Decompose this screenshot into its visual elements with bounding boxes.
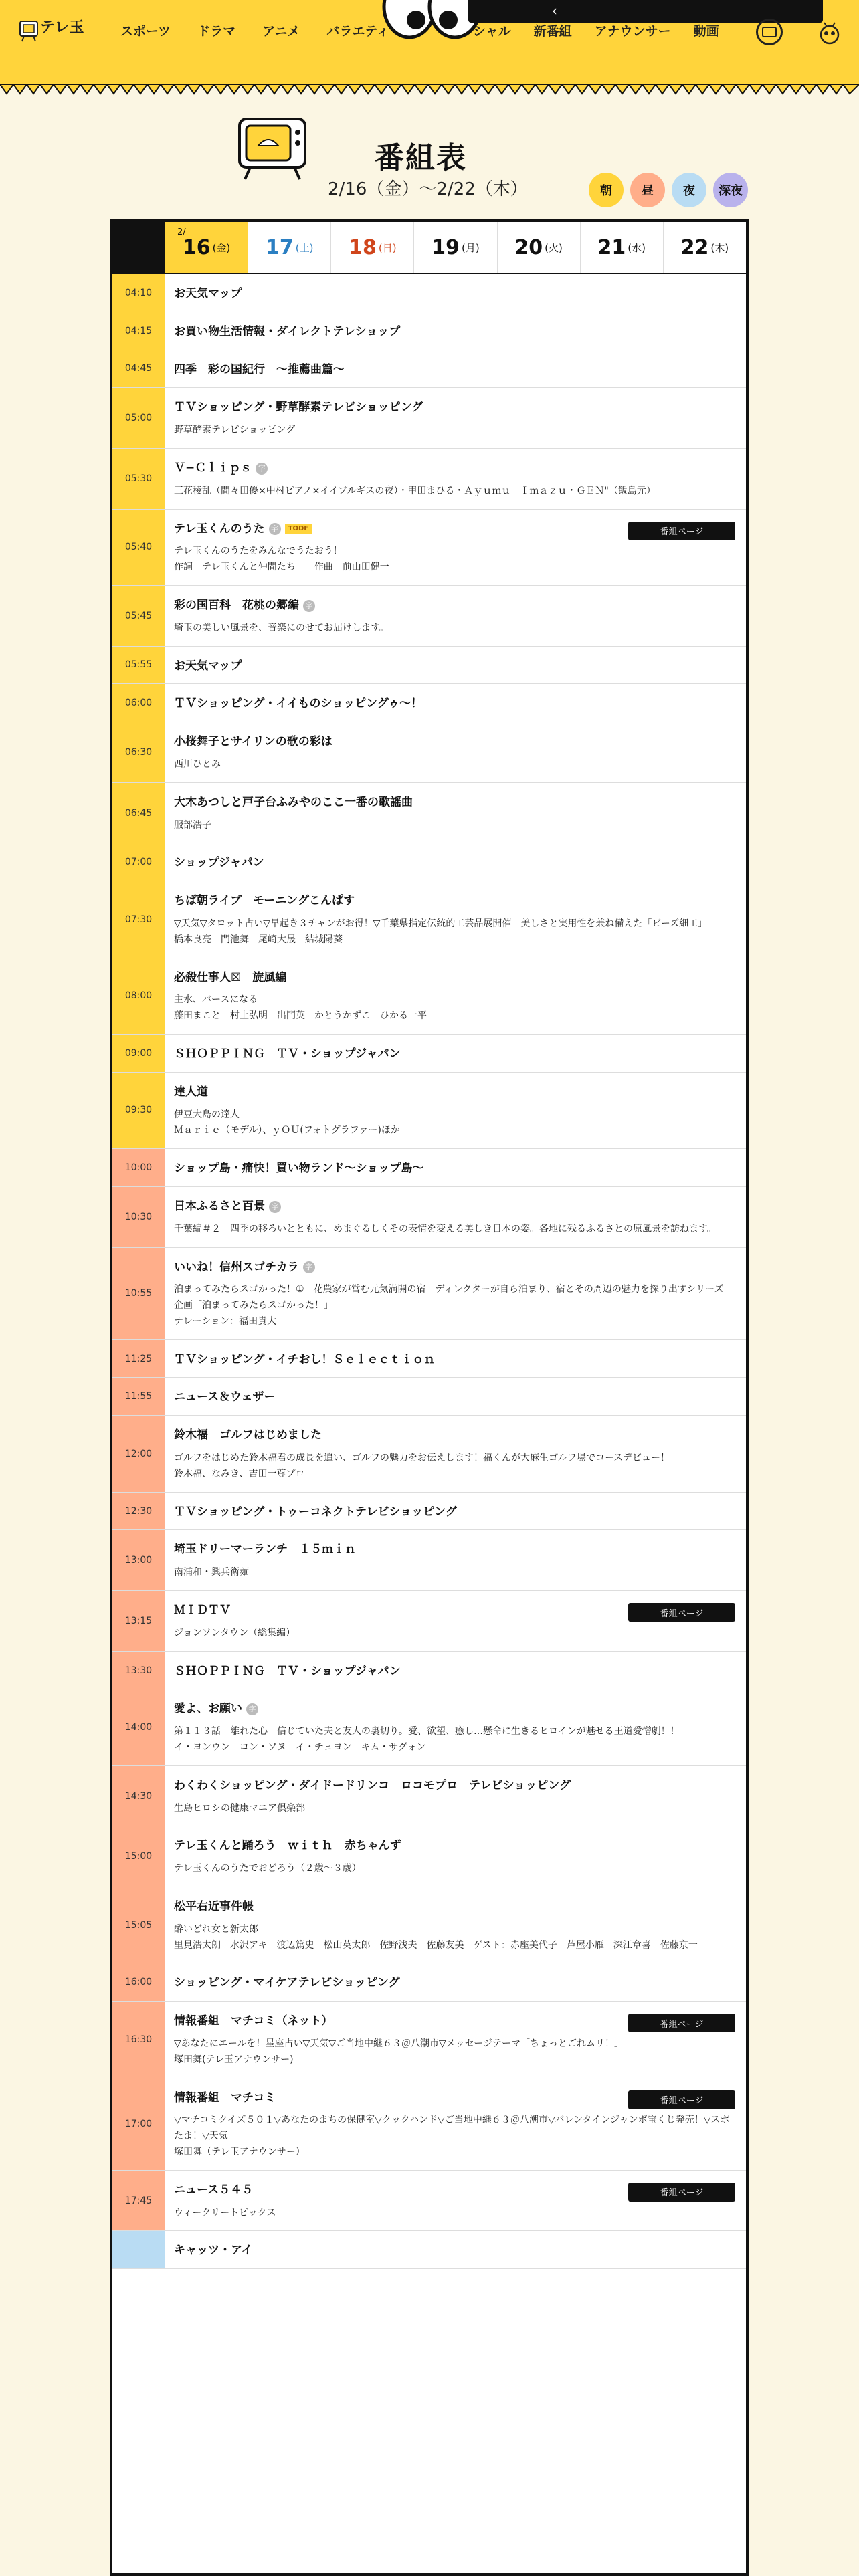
day-weekday: (土) xyxy=(295,241,314,254)
program-title-text[interactable]: 達人道 xyxy=(174,1085,208,1099)
program-body xyxy=(165,510,746,585)
program-row[interactable] xyxy=(112,2078,746,2171)
day-month-label: 2/ xyxy=(177,227,186,237)
program-description: 埼玉の美しい風景を、音楽にのせてお届けします。 xyxy=(174,622,389,633)
program-title[interactable] xyxy=(174,734,737,750)
main-nav-right xyxy=(462,21,731,39)
program-time: 04:10 xyxy=(112,274,165,312)
program-title-text[interactable]: 松平右近事件帳 xyxy=(174,1900,254,1914)
program-row[interactable] xyxy=(112,586,746,647)
program-title-text[interactable]: わくわくショッピング・ダイドードリンコ ロコモプロ テレビショッピング xyxy=(174,1778,571,1792)
program-body xyxy=(165,722,746,782)
program-title[interactable] xyxy=(174,1199,737,1215)
program-body xyxy=(165,1591,746,1651)
program-time: 10:00 xyxy=(112,1149,165,1186)
program-title-text[interactable]: キャッツ・アイ xyxy=(174,2244,253,2258)
program-description: 第１１３話 離れた心 信じていた夫と友人の裏切り。愛、欲望、癒し…懸命に生きるヒロインが魅せる王道愛憎劇！！ xyxy=(174,1726,680,1737)
program-body xyxy=(165,449,746,509)
program-title-text[interactable]: ＴＶショッピング・トゥーコネクトテレビショッピング xyxy=(174,1505,457,1519)
program-row[interactable] xyxy=(112,843,746,881)
program-title-text[interactable]: 大木あつしと戸子台ふみやのここ一番の歌謡曲 xyxy=(174,795,413,809)
program-time: 15:00 xyxy=(112,1826,165,1887)
program-row[interactable] xyxy=(112,722,746,783)
program-row[interactable] xyxy=(112,1378,746,1416)
day-number: 19 xyxy=(432,235,460,259)
program-title[interactable] xyxy=(174,795,737,811)
program-row[interactable] xyxy=(112,1416,746,1492)
day-weekday: (水) xyxy=(628,241,646,254)
program-cast: 生島ヒロシの健康マニア倶楽部 xyxy=(174,1802,305,1814)
program-body xyxy=(165,1035,746,1072)
program-title[interactable] xyxy=(174,286,737,302)
program-cast: 西川ひとみ xyxy=(174,758,221,770)
program-title-text[interactable]: ニュース５４５ xyxy=(174,2183,254,2197)
program-cast: 鈴木福、なみき、吉田一尊プロ xyxy=(174,1468,305,1479)
program-time: 06:45 xyxy=(112,783,165,843)
tv-icon[interactable] xyxy=(756,19,783,45)
program-row[interactable] xyxy=(112,388,746,449)
program-title-text[interactable]: ニュース＆ウェザー xyxy=(174,1390,276,1404)
program-title-text[interactable]: 埼玉ドリーマーランチ １５ｍｉｎ xyxy=(174,1543,356,1557)
day-tab-19[interactable] xyxy=(413,222,496,273)
program-row[interactable] xyxy=(112,1340,746,1378)
tag-badge: TODF xyxy=(285,524,312,534)
program-title[interactable] xyxy=(174,400,737,416)
program-body xyxy=(165,1689,746,1765)
page-title: 番組表 xyxy=(375,141,467,175)
program-time: 10:55 xyxy=(112,1248,165,1339)
program-title[interactable] xyxy=(174,1838,737,1854)
day-tab-18[interactable] xyxy=(330,222,413,273)
program-body xyxy=(165,1963,746,2001)
subtitle-badge-icon: 字 xyxy=(269,1201,281,1213)
program-time: 05:45 xyxy=(112,586,165,646)
program-time: 14:30 xyxy=(112,1766,165,1826)
program-row[interactable] xyxy=(112,1887,746,1963)
program-time: 09:30 xyxy=(112,1073,165,1148)
program-row[interactable] xyxy=(112,2002,746,2078)
day-number: 16 xyxy=(182,235,211,259)
program-body xyxy=(165,1378,746,1415)
program-time xyxy=(112,2231,165,2268)
slot-button-0[interactable]: 朝 xyxy=(589,173,624,207)
program-time: 16:00 xyxy=(112,1963,165,2001)
chevron-left-icon[interactable]: ‹ xyxy=(552,3,557,19)
program-title-text[interactable]: 愛よ、お願い xyxy=(174,1702,242,1716)
program-cast: Ｍａｒｉｅ（モデル）、ｙＯＵ(フォトグラファー)ほか xyxy=(174,1125,400,1136)
program-body xyxy=(165,274,746,312)
subtitle-badge-icon: 字 xyxy=(303,1261,315,1273)
program-body xyxy=(165,586,746,646)
program-row[interactable] xyxy=(112,1530,746,1591)
subtitle-badge-icon: 字 xyxy=(256,463,268,475)
day-number: 20 xyxy=(514,235,543,259)
program-cast: テレ玉くんのうたでおどろう（２歳〜３歳） xyxy=(174,1863,361,1874)
program-time: 17:45 xyxy=(112,2171,165,2231)
program-title-text[interactable]: 必殺仕事人☒ 旋風編 xyxy=(174,970,287,984)
program-body xyxy=(165,2002,746,2077)
program-time: 04:15 xyxy=(112,312,165,350)
day-tab-20[interactable] xyxy=(497,222,580,273)
program-body xyxy=(165,350,746,388)
program-title-text[interactable]: お買い物生活情報・ダイレクトテレショップ xyxy=(174,324,401,338)
program-body xyxy=(165,1340,746,1378)
program-row[interactable] xyxy=(112,449,746,510)
day-tab-16[interactable] xyxy=(165,222,248,273)
program-time: 05:55 xyxy=(112,647,165,684)
program-row[interactable] xyxy=(112,1493,746,1531)
program-time: 08:00 xyxy=(112,958,165,1034)
program-cast: 橋本良亮 門池舞 尾崎大晟 結城陽葵 xyxy=(174,934,343,945)
program-title-text[interactable]: 四季 彩の国紀行 〜推薦曲篇〜 xyxy=(174,362,345,377)
program-description: テレ玉くんのうたをみんなでうたおう！ xyxy=(174,546,343,557)
day-number: 21 xyxy=(597,235,626,259)
program-row[interactable] xyxy=(112,1073,746,1149)
program-description: 酔いどれ女と新太郎 xyxy=(174,1923,258,1935)
program-title[interactable] xyxy=(174,1778,737,1794)
program-title[interactable] xyxy=(174,1664,737,1680)
program-description: ゴルフをはじめた鈴木福君の成長を追い、ゴルフの魅力をお伝えします！福くんが大麻生ゴルフ場でコースデビュー！ xyxy=(174,1453,670,1464)
program-row[interactable] xyxy=(112,1826,746,1887)
nav-item-new[interactable]: 新番組 xyxy=(533,24,572,39)
program-title[interactable] xyxy=(174,1505,737,1521)
subtitle-badge-icon: 字 xyxy=(303,600,315,612)
program-description: 伊豆大島の達人 xyxy=(174,1109,240,1120)
program-cast: 里見浩太朗 水沢アキ 渡辺篤史 松山英太郎 佐野浅夫 佐藤友美 ゲスト：赤座美代子 芦屋小雁 深江章喜 佐藤京一 xyxy=(174,1939,698,1951)
program-list xyxy=(112,274,746,2269)
program-title[interactable] xyxy=(174,1542,737,1558)
program-title[interactable] xyxy=(174,1428,737,1444)
program-body xyxy=(165,2231,746,2268)
program-row[interactable] xyxy=(112,647,746,685)
nav-item-special[interactable]: シャル xyxy=(473,24,511,39)
program-title[interactable] xyxy=(174,1085,737,1101)
program-time: 12:30 xyxy=(112,1493,165,1530)
program-time: 13:00 xyxy=(112,1530,165,1590)
nav-item-variety[interactable]: バラエティ xyxy=(326,24,389,39)
program-time: 14:00 xyxy=(112,1689,165,1765)
day-tab-22[interactable] xyxy=(663,222,746,273)
program-body xyxy=(165,1493,746,1530)
program-title-text[interactable]: 情報番組 マチコミ（ネット） xyxy=(174,2014,333,2028)
program-body xyxy=(165,1416,746,1491)
program-title-text[interactable]: ＴＶショッピング・野草酵素テレビショッピング xyxy=(174,401,423,415)
program-title[interactable] xyxy=(174,324,737,340)
program-row[interactable] xyxy=(112,1149,746,1187)
day-weekday: (日) xyxy=(378,241,397,254)
program-description: ▽天気▽タロット占い▽早起き３チャンがお得！▽千葉県指定伝統的工芸品展開催 美しさと実用性を兼ね備えた「ビーズ細工」 xyxy=(174,918,708,929)
program-page-button[interactable]: 番組ページ xyxy=(628,2090,735,2109)
program-title-text[interactable]: いいね！信州スゴチカラ xyxy=(174,1260,299,1274)
program-row[interactable] xyxy=(112,2231,746,2269)
program-cast: 塚田舞（テレ玉アナウンサー） xyxy=(174,2147,305,2157)
subtitle-badge-icon: 字 xyxy=(246,1703,258,1715)
program-body xyxy=(165,2171,746,2231)
program-body xyxy=(165,1652,746,1689)
program-body xyxy=(165,2078,746,2170)
program-time: 05:30 xyxy=(112,449,165,509)
program-description: 三花稜乱（間々田優×中村ピアノ×イイプルギスの夜）・甲田まひる・Ａｙｕｍｕ Ｉｍａｚｕ・ＧＥＮ"（飯島元） xyxy=(174,485,656,496)
slot-button-1[interactable]: 昼 xyxy=(630,173,665,207)
program-description: ▽マチコミクイズ５０１▽あなたのまちの保健室▽クックハンド▽ご当地中継６３＠八潮市▽バレンタインジャンボ宝くじ発売！▽スポたま！▽天気 xyxy=(174,2115,730,2142)
program-row[interactable] xyxy=(112,783,746,844)
nav-item-anime[interactable]: アニメ xyxy=(262,24,300,39)
program-time: 10:30 xyxy=(112,1187,165,1247)
program-cast: ナレーション：福田貴大 xyxy=(174,1315,277,1327)
program-title[interactable] xyxy=(174,893,737,909)
program-description: 泊まってみたらスゴかった！① 花農家が営む元気満開の宿 ディレクターが自ら泊まり、宿とその周辺の魅力を探り出すシリーズ企画「泊まってみたらスゴかった！」 xyxy=(174,1284,724,1311)
program-cast: 服部浩子 xyxy=(174,819,211,831)
program-time: 06:30 xyxy=(112,722,165,782)
program-title[interactable] xyxy=(174,1701,737,1717)
program-time: 13:30 xyxy=(112,1652,165,1689)
program-title-text[interactable]: テレ玉くんと踊ろう ｗｉｔｈ 赤ちゃんず xyxy=(174,1839,401,1853)
program-title-text[interactable]: 小桜舞子とサイリンの歌の彩は xyxy=(174,735,332,749)
program-row[interactable] xyxy=(112,2171,746,2232)
program-title-text[interactable]: テレ玉くんのうた xyxy=(174,522,265,536)
program-cast: 作詞 テレ玉くんと仲間たち 作曲 前山田健一 xyxy=(174,562,389,573)
program-time: 12:00 xyxy=(112,1416,165,1491)
program-row[interactable] xyxy=(112,958,746,1035)
nav-item-announcer[interactable]: アナウンサー xyxy=(594,24,671,39)
program-title[interactable] xyxy=(174,2243,737,2259)
program-title[interactable] xyxy=(174,461,737,477)
logo-text: テレ玉 xyxy=(40,19,84,36)
program-title[interactable] xyxy=(174,1899,737,1915)
program-title-text[interactable]: お天気マップ xyxy=(174,659,242,673)
top-bar xyxy=(0,0,859,86)
program-title[interactable] xyxy=(174,1161,737,1177)
program-cast: 南浦和・興兵衛麺 xyxy=(174,1567,249,1578)
program-time: 09:00 xyxy=(112,1035,165,1072)
program-body xyxy=(165,684,746,722)
program-row[interactable] xyxy=(112,350,746,389)
program-title[interactable] xyxy=(174,1390,737,1406)
program-row[interactable] xyxy=(112,1652,746,1690)
program-time: 04:45 xyxy=(112,350,165,388)
program-row[interactable] xyxy=(112,1591,746,1652)
program-body xyxy=(165,1826,746,1887)
program-cast: 藤田まこと 村上弘明 出門英 かとうかずこ ひかる一平 xyxy=(174,1010,427,1022)
day-weekday: (火) xyxy=(545,241,563,254)
program-schedule xyxy=(110,219,749,2576)
program-row[interactable] xyxy=(112,1248,746,1340)
program-body xyxy=(165,881,746,957)
program-description: 千葉編＃２ 四季の移ろいとともに、めまぐるしくその表情を変える美しき日本の姿。各地に残るふるさとの原風景を訪ねます。 xyxy=(174,1223,717,1235)
program-body xyxy=(165,1248,746,1339)
program-title-text[interactable]: Ｖ−Ｃｌｉｐｓ xyxy=(174,461,252,475)
mascot-icon[interactable] xyxy=(816,19,843,45)
slot-button-2[interactable]: 夜 xyxy=(672,173,706,207)
program-title-text[interactable]: お天気マップ xyxy=(174,287,242,300)
program-row[interactable] xyxy=(112,684,746,722)
program-cast: 塚田舞(テレ玉アナウンサー) xyxy=(174,2054,294,2065)
program-title-text[interactable]: ちば朝ライブ モーニングこんぱす xyxy=(174,894,355,908)
main-nav xyxy=(107,21,403,39)
program-row[interactable] xyxy=(112,1187,746,1248)
program-row[interactable] xyxy=(112,881,746,958)
program-body xyxy=(165,388,746,448)
day-weekday: (金) xyxy=(212,241,231,254)
program-time: 06:00 xyxy=(112,684,165,722)
program-time: 16:30 xyxy=(112,2002,165,2077)
program-title-text[interactable]: ＴＶショッピング・イイものショッピングゥ〜！ xyxy=(174,697,423,711)
nav-item-video[interactable]: 動画 xyxy=(693,24,719,39)
day-weekday: (木) xyxy=(710,241,729,254)
page-header xyxy=(0,107,859,214)
time-slot-filter xyxy=(589,173,748,207)
program-cast: ジョンソンタウン（総集編） xyxy=(174,1627,296,1638)
program-time: 13:15 xyxy=(112,1591,165,1651)
program-title-text[interactable]: 鈴木福 ゴルフはじめました xyxy=(174,1428,322,1442)
day-selector xyxy=(112,222,746,274)
program-body xyxy=(165,1766,746,1826)
program-row[interactable] xyxy=(112,312,746,350)
program-title-text[interactable]: ショップ島・痛快！買い物ランド〜ショップ島〜 xyxy=(174,1162,424,1176)
program-title-text[interactable]: ＭＩＤＴＶ xyxy=(174,1604,231,1618)
program-title-text[interactable]: 日本ふるさと百景 xyxy=(174,1199,265,1213)
program-description: 主水、バースになる xyxy=(174,994,258,1006)
program-title[interactable] xyxy=(174,1047,737,1063)
tv-mascot-icon xyxy=(235,110,309,183)
day-tab-21[interactable] xyxy=(580,222,663,273)
day-number: 17 xyxy=(265,235,294,259)
program-page-button[interactable]: 番組ページ xyxy=(628,2014,735,2032)
program-description: ▽あなたにエールを！星座占い▽天気▽ご当地中継６３＠八潮市▽メッセージテーマ「ちょっとごれムリ！」 xyxy=(174,2038,624,2050)
day-header-corner xyxy=(112,222,165,273)
program-page-button[interactable]: 番組ページ xyxy=(628,2183,735,2202)
program-row[interactable] xyxy=(112,510,746,586)
program-time: 05:40 xyxy=(112,510,165,585)
program-title-text[interactable]: ショップジャパン xyxy=(174,856,264,870)
day-tab-17[interactable] xyxy=(248,222,330,273)
program-title[interactable] xyxy=(174,855,737,871)
program-page-button[interactable]: 番組ページ xyxy=(628,522,735,540)
program-row[interactable] xyxy=(112,274,746,312)
program-body xyxy=(165,843,746,881)
program-body xyxy=(165,1187,746,1247)
day-number: 22 xyxy=(680,235,709,259)
program-body xyxy=(165,958,746,1034)
program-time: 05:00 xyxy=(112,388,165,448)
date-range: 2/16（金）〜2/22（木） xyxy=(328,179,528,199)
program-time: 11:55 xyxy=(112,1378,165,1415)
program-title[interactable] xyxy=(174,1975,737,1992)
program-page-button[interactable]: 番組ページ xyxy=(628,1603,735,1622)
subtitle-badge-icon: 字 xyxy=(269,523,281,535)
program-title[interactable] xyxy=(174,1260,737,1276)
program-row[interactable] xyxy=(112,1963,746,2002)
program-title-text[interactable]: ＳＨＯＰＰＩＮＧ ＴＶ・ショップジャパン xyxy=(174,1047,401,1061)
program-title[interactable] xyxy=(174,1352,737,1368)
program-body xyxy=(165,1073,746,1148)
slot-button-3[interactable]: 深夜 xyxy=(713,173,748,207)
day-weekday: (月) xyxy=(462,241,480,254)
program-body xyxy=(165,1530,746,1590)
program-cast: ウィークリートピックス xyxy=(174,2207,276,2218)
program-time: 17:00 xyxy=(112,2078,165,2170)
program-body xyxy=(165,647,746,684)
program-cast: イ・ヨンウン コン・ソヌ イ・チェヨン キム・サグォン xyxy=(174,1742,426,1753)
program-title-text[interactable]: ＳＨＯＰＰＩＮＧ ＴＶ・ショップジャパン xyxy=(174,1664,401,1678)
program-time: 07:00 xyxy=(112,843,165,881)
program-time: 15:05 xyxy=(112,1887,165,1963)
program-time: 11:25 xyxy=(112,1340,165,1378)
program-title[interactable] xyxy=(174,598,737,614)
program-title[interactable] xyxy=(174,659,737,675)
program-body xyxy=(165,312,746,350)
program-row[interactable] xyxy=(112,1689,746,1765)
program-title[interactable] xyxy=(174,362,737,379)
program-title[interactable] xyxy=(174,696,737,712)
program-row[interactable] xyxy=(112,1766,746,1827)
day-number: 18 xyxy=(349,235,377,259)
nav-item-drama[interactable]: ドラマ xyxy=(197,24,236,39)
program-time: 07:30 xyxy=(112,881,165,957)
program-title[interactable] xyxy=(174,970,737,986)
program-title-text[interactable]: 彩の国百科 花桃の郷編 xyxy=(174,598,299,612)
program-title-text[interactable]: ＴＶショッピング・イチおし！Ｓｅｌｅｃｔｉｏｎ xyxy=(174,1352,436,1366)
program-body xyxy=(165,1149,746,1186)
program-body xyxy=(165,1887,746,1963)
program-body xyxy=(165,783,746,843)
program-title-text[interactable]: ショッピング・マイケアテレビショッピング xyxy=(174,1976,400,1990)
program-title-text[interactable]: 情報番組 マチコミ xyxy=(174,2090,276,2105)
program-row[interactable] xyxy=(112,1035,746,1073)
zigzag-divider xyxy=(0,84,859,102)
program-cast: 野草酵素テレビショッピング xyxy=(174,425,296,436)
nav-item-sports[interactable]: スポーツ xyxy=(120,24,171,39)
